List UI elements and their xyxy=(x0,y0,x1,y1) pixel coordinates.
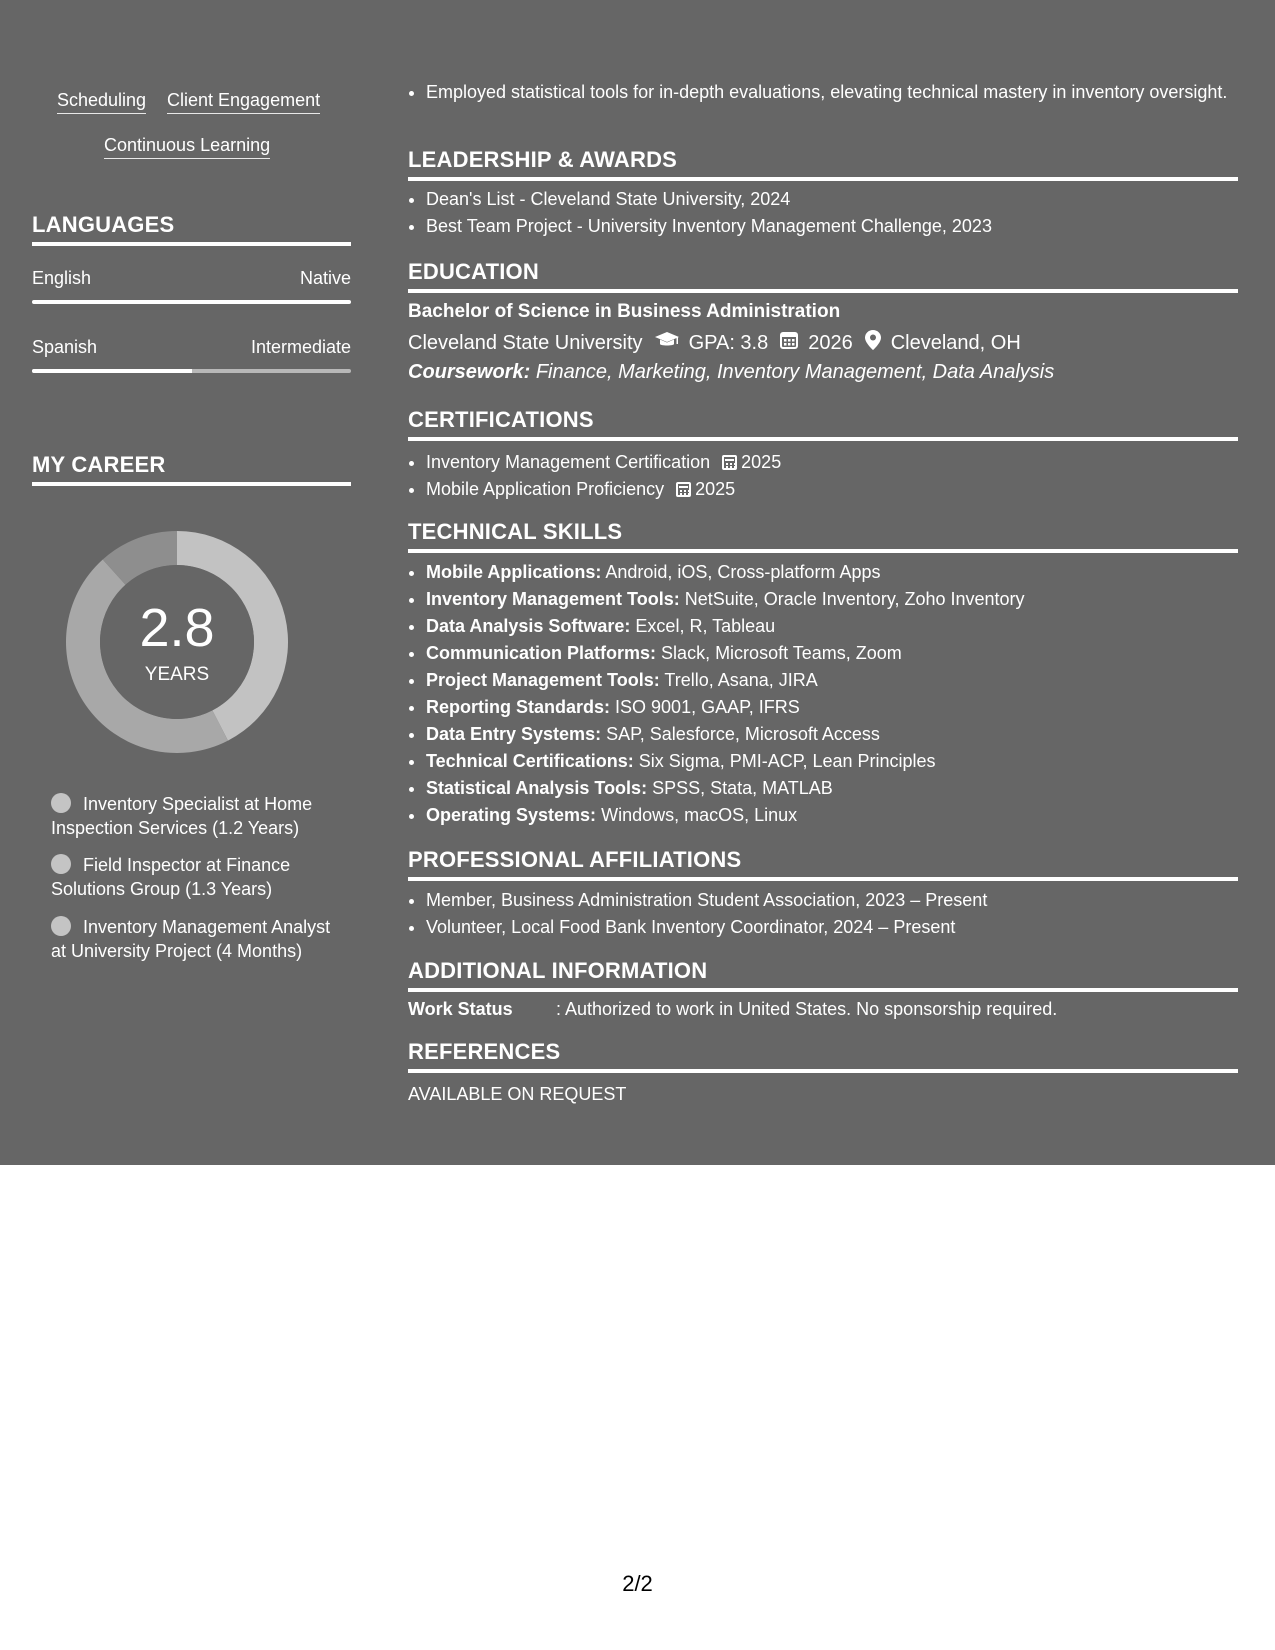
list-item xyxy=(426,559,1256,586)
leadership-list xyxy=(408,186,1256,240)
career-item-text: Field Inspector at Finance Solutions Group (1.3 Years) xyxy=(51,855,291,899)
language-level: Intermediate xyxy=(250,337,351,357)
gpa: GPA: 3.8 xyxy=(688,331,769,354)
list-item xyxy=(426,721,1256,748)
list-item xyxy=(426,802,1256,829)
career-heading: MY CAREER xyxy=(32,452,351,486)
work-status-label: Work Status xyxy=(408,999,513,1019)
graduation-year: 2026 xyxy=(808,331,853,354)
language-bar xyxy=(32,300,351,304)
additional-info-heading: ADDITIONAL INFORMATION xyxy=(408,958,1238,992)
affiliations-list xyxy=(408,887,1256,941)
career-legend-item xyxy=(51,792,333,840)
skill-label: Inventory Management Tools: xyxy=(426,589,680,609)
skill-value: Windows, macOS, Linux xyxy=(601,805,798,825)
page-number: 2/2 xyxy=(622,1571,653,1596)
skill-value: SPSS, Stata, MATLAB xyxy=(652,778,833,798)
list-item xyxy=(426,667,1256,694)
language-row xyxy=(32,337,351,358)
skill-label: Statistical Analysis Tools: xyxy=(426,778,648,798)
skill-value: Slack, Microsoft Teams, Zoom xyxy=(661,643,902,663)
list-item xyxy=(426,640,1256,667)
graduation-cap-icon xyxy=(655,331,679,355)
certification-name: Mobile Application Proficiency xyxy=(426,479,665,499)
coursework xyxy=(408,361,1054,384)
language-name: Spanish xyxy=(32,337,98,357)
skill-label: Data Entry Systems: xyxy=(426,724,602,744)
list-item xyxy=(426,476,1256,503)
calendar-icon xyxy=(676,482,691,497)
language-bar xyxy=(32,369,351,373)
list-item xyxy=(426,775,1256,802)
map-pin-icon xyxy=(865,330,881,356)
career-total-unit: YEARS xyxy=(144,664,210,685)
references-heading: REFERENCES xyxy=(408,1039,1238,1073)
legend-dot xyxy=(51,854,71,874)
career-total-value: 2.8 xyxy=(139,598,215,658)
skill-label: Operating Systems: xyxy=(426,805,597,825)
list-item: • Volunteer, Local Food Bank Inventory Coordinator, 2024 – Present xyxy=(426,914,1256,941)
education-heading: EDUCATION xyxy=(408,259,1238,293)
education-meta xyxy=(408,330,1021,356)
list-item xyxy=(426,586,1256,613)
career-item-text: Inventory Management Analyst at University Project (4 Months) xyxy=(51,917,331,961)
technical-skills-list xyxy=(408,559,1256,829)
language-name: English xyxy=(32,268,92,288)
legend-dot xyxy=(51,916,71,936)
language-level: Native xyxy=(299,268,351,288)
skill-value: SAP, Salesforce, Microsoft Access xyxy=(606,724,880,744)
list-item: • Best Team Project - University Inventory Management Challenge, 2023 xyxy=(426,213,1256,240)
degree-title: Bachelor of Science in Business Administration xyxy=(408,301,841,322)
skill-value: NetSuite, Oracle Inventory, Zoho Inventory xyxy=(684,589,1025,609)
coursework-label: Coursework: xyxy=(408,361,531,383)
career-legend-item xyxy=(51,853,333,901)
leadership-heading: LEADERSHIP & AWARDS xyxy=(408,147,1238,181)
calendar-icon xyxy=(722,455,737,470)
language-bar-fill xyxy=(32,369,192,373)
certifications-heading: CERTIFICATIONS xyxy=(408,407,1238,441)
skill-value: Six Sigma, PMI-ACP, Lean Principles xyxy=(638,751,936,771)
language-row xyxy=(32,268,351,289)
list-item: • Member, Business Administration Student Association, 2023 – Present xyxy=(426,887,1256,914)
skill-label: Reporting Standards: xyxy=(426,697,611,717)
school-name: Cleveland State University xyxy=(408,331,643,354)
skill-label: Mobile Applications: xyxy=(426,562,602,582)
certification-name: Inventory Management Certification xyxy=(426,452,711,472)
certification-year: 2025 xyxy=(741,452,782,472)
career-legend-item xyxy=(51,915,333,963)
skill-label: Communication Platforms: xyxy=(426,643,657,663)
skill-label: Technical Certifications: xyxy=(426,751,634,771)
skill-value: Android, iOS, Cross-platform Apps xyxy=(605,562,881,582)
career-item-text: Inventory Specialist at Home Inspection Services (1.2 Years) xyxy=(51,794,313,838)
affiliations-heading: PROFESSIONAL AFFILIATIONS xyxy=(408,847,1238,881)
skill-label: Project Management Tools: xyxy=(426,670,660,690)
skill-tag: Continuous Learning xyxy=(104,134,270,159)
calendar-icon xyxy=(780,331,798,355)
certifications-list xyxy=(408,449,1256,503)
list-item xyxy=(426,449,1256,476)
skill-label: Data Analysis Software: xyxy=(426,616,631,636)
language-bar-fill xyxy=(32,300,351,304)
languages-heading: LANGUAGES xyxy=(32,212,351,246)
list-item xyxy=(426,694,1256,721)
skill-value: Trello, Asana, JIRA xyxy=(664,670,818,690)
skill-tag: Scheduling xyxy=(57,89,146,114)
references-text: AVAILABLE ON REQUEST xyxy=(408,1084,627,1104)
skill-value: ISO 9001, GAAP, IFRS xyxy=(615,697,800,717)
work-status-row xyxy=(408,999,1057,1020)
technical-skills-heading: TECHNICAL SKILLS xyxy=(408,519,1238,553)
experience-bullets xyxy=(408,80,1256,104)
legend-dot xyxy=(51,793,71,813)
certification-year: 2025 xyxy=(695,479,736,499)
coursework-value: Finance, Marketing, Inventory Management, Data Analysis xyxy=(535,361,1055,383)
skill-tag: Client Engagement xyxy=(167,89,320,114)
skill-value: Excel, R, Tableau xyxy=(635,616,776,636)
list-item: • Employed statistical tools for in-depth evaluations, elevating technical mastery in inventory oversight. xyxy=(426,80,1256,104)
list-item: • Dean's List - Cleveland State University, 2024 xyxy=(426,186,1256,213)
work-status-value: : Authorized to work in United States. No sponsorship required. xyxy=(556,999,1058,1019)
list-item xyxy=(426,748,1256,775)
school-location: Cleveland, OH xyxy=(890,331,1021,354)
list-item xyxy=(426,613,1256,640)
